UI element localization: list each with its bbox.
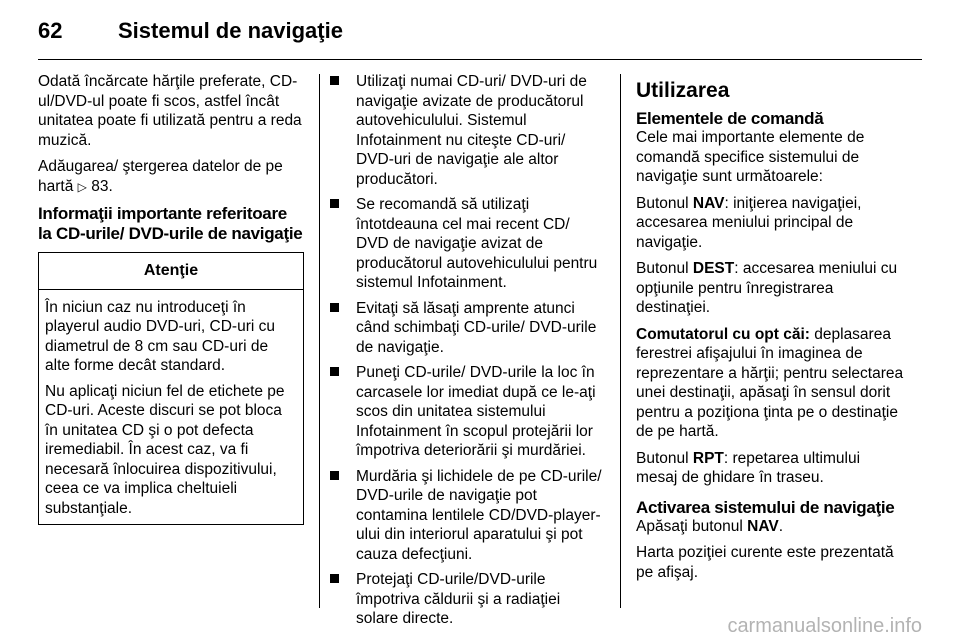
column-divider-2 [620,74,621,608]
paragraph-dest-button [636,259,904,318]
bullet-square-icon [330,574,339,583]
bullet-list [330,72,604,629]
activation-suffix: . [778,517,784,535]
column-middle [330,72,604,635]
list-item-text: Evitaţi să lăsaţi amprente atunci când schimbaţi CD-urile/ DVD-urile de navigaţie. [356,299,597,356]
rpt-description: : repetarea ultimului mesaj de ghidare în traseu. [636,449,861,486]
activation-prefix: Apăsaţi butonul [636,517,748,535]
paragraph-eight-way-switch [636,325,904,442]
list-item [330,195,604,293]
paragraph-controls-intro: Cele mai importante elemente de comandă specifice sistemului de navigaţie sunt următoarele: [636,129,865,185]
rpt-key: RPT [692,449,724,467]
list-item-text: Puneţi CD-urile/ DVD-urile la loc în carcasele lor imediat după ce le-aţi scos din unitatea sistemului Infotainment în scopul protejării lor împotriva deteriorării şi murdăriei. [356,364,596,459]
switch-description: deplasarea ferestrei afişajului în imaginea de reprezentare a hărţii; pentru selectarea unei destinaţii, apăsaţi în sensul dorit pentru a poziţiona ţinta pe o destinaţie de pe hartă. [636,325,904,440]
list-item [330,72,604,189]
section-title-usage: Utilizarea [636,79,730,102]
warning-paragraph: Nu aplicaţi niciun fel de etichete pe CD-uri. Aceste discuri se pot bloca în unitatea CD şi o pot defecta iremediabil. În acest caz, va fi necesară înlocuirea dispozitivului, ceea ce va implica cheltuieli substanţiale. [45,382,285,517]
switch-key: Comutatorul cu opt căi: [636,325,810,343]
bullet-square-icon [330,199,339,208]
bullet-square-icon [330,303,339,312]
subsection-title-controls: Elementele de comandă [636,109,824,128]
list-item [330,570,604,629]
section-heading-cd-info: Informaţii importante referitoare la CD-urile/ DVD-urile de navigaţie [38,204,303,243]
list-item-text: Protejaţi CD-urile/DVD-urile împotriva căldurii şi a radiaţiei solare directe. [356,571,561,627]
nav-description: : iniţierea navigaţiei, accesarea meniului principal de navigaţie. [636,194,862,251]
list-item-text: Utilizaţi numai CD-uri/ DVD-uri de navigaţie avizate de producătorul autovehiculului. Sistemul Infotainment nu citeşte CD-uri/ DVD-uri de navigaţie ale altor producători. [356,73,587,188]
warning-title: Atenţie [39,253,303,290]
bullet-square-icon [330,367,339,376]
paragraph-map-data [38,157,304,197]
list-item-text: Se recomandă să utilizaţi întotdeauna cel mai recent CD/ DVD de navigaţie avizat de producătorul autovehiculului pentru sistemul Infotainment. [356,196,598,291]
page-reference: 83. [91,177,113,195]
list-item [330,467,604,565]
column-left [38,72,304,525]
paragraph-intro: Odată încărcate hărţile preferate, CD-ul/DVD-ul poate fi scos, astfel încât unitatea poate fi utilizată pentru a reda muzică. [38,73,302,149]
paragraph-nav-button [636,194,904,253]
paragraph-map-data-text: Adăugarea/ ştergerea datelor de pe hartă [38,158,283,195]
list-item [330,299,604,358]
page-number: 62 [38,18,63,43]
watermark: carmanualsonline.info [727,615,922,637]
nav-prefix: Butonul [636,194,693,212]
page-title: Sistemul de navigaţie [118,18,343,43]
dest-description: : accesarea meniului cu opţiunile pentru înregistrarea destinaţiei. [636,260,898,316]
dest-prefix: Butonul [636,260,693,277]
paragraph-activation [636,517,904,537]
paragraph-rpt-button [636,449,904,488]
warning-body [39,290,303,525]
dest-key: DEST [692,260,735,277]
bullet-square-icon [330,76,339,85]
paragraph-map-display: Harta poziţiei curente este prezentată pe afişaj. [636,544,894,581]
triangle-right-icon: ▷ [77,179,87,194]
header-rule [38,59,922,60]
activation-key: NAV [747,517,779,535]
warning-paragraph: În niciun caz nu introduceţi în playerul audio DVD-uri, CD-uri cu diametrul de 8 cm sau CD-uri de alte forme decât standard. [45,298,275,374]
rpt-prefix: Butonul [636,449,693,467]
subsection-title-activation: Activarea sistemului de navigaţie [636,497,895,517]
column-right [636,72,904,589]
list-item [330,363,604,461]
nav-key: NAV [692,194,725,212]
bullet-square-icon [330,471,339,480]
column-divider-1 [319,74,320,608]
warning-box [38,252,304,525]
list-item-text: Murdăria şi lichidele de pe CD-urile/ DVD-urile de navigaţie pot contamina lentilele CD/DVD-player-ului din interiorul aparatului şi pot cauza defecţiuni. [356,467,602,563]
